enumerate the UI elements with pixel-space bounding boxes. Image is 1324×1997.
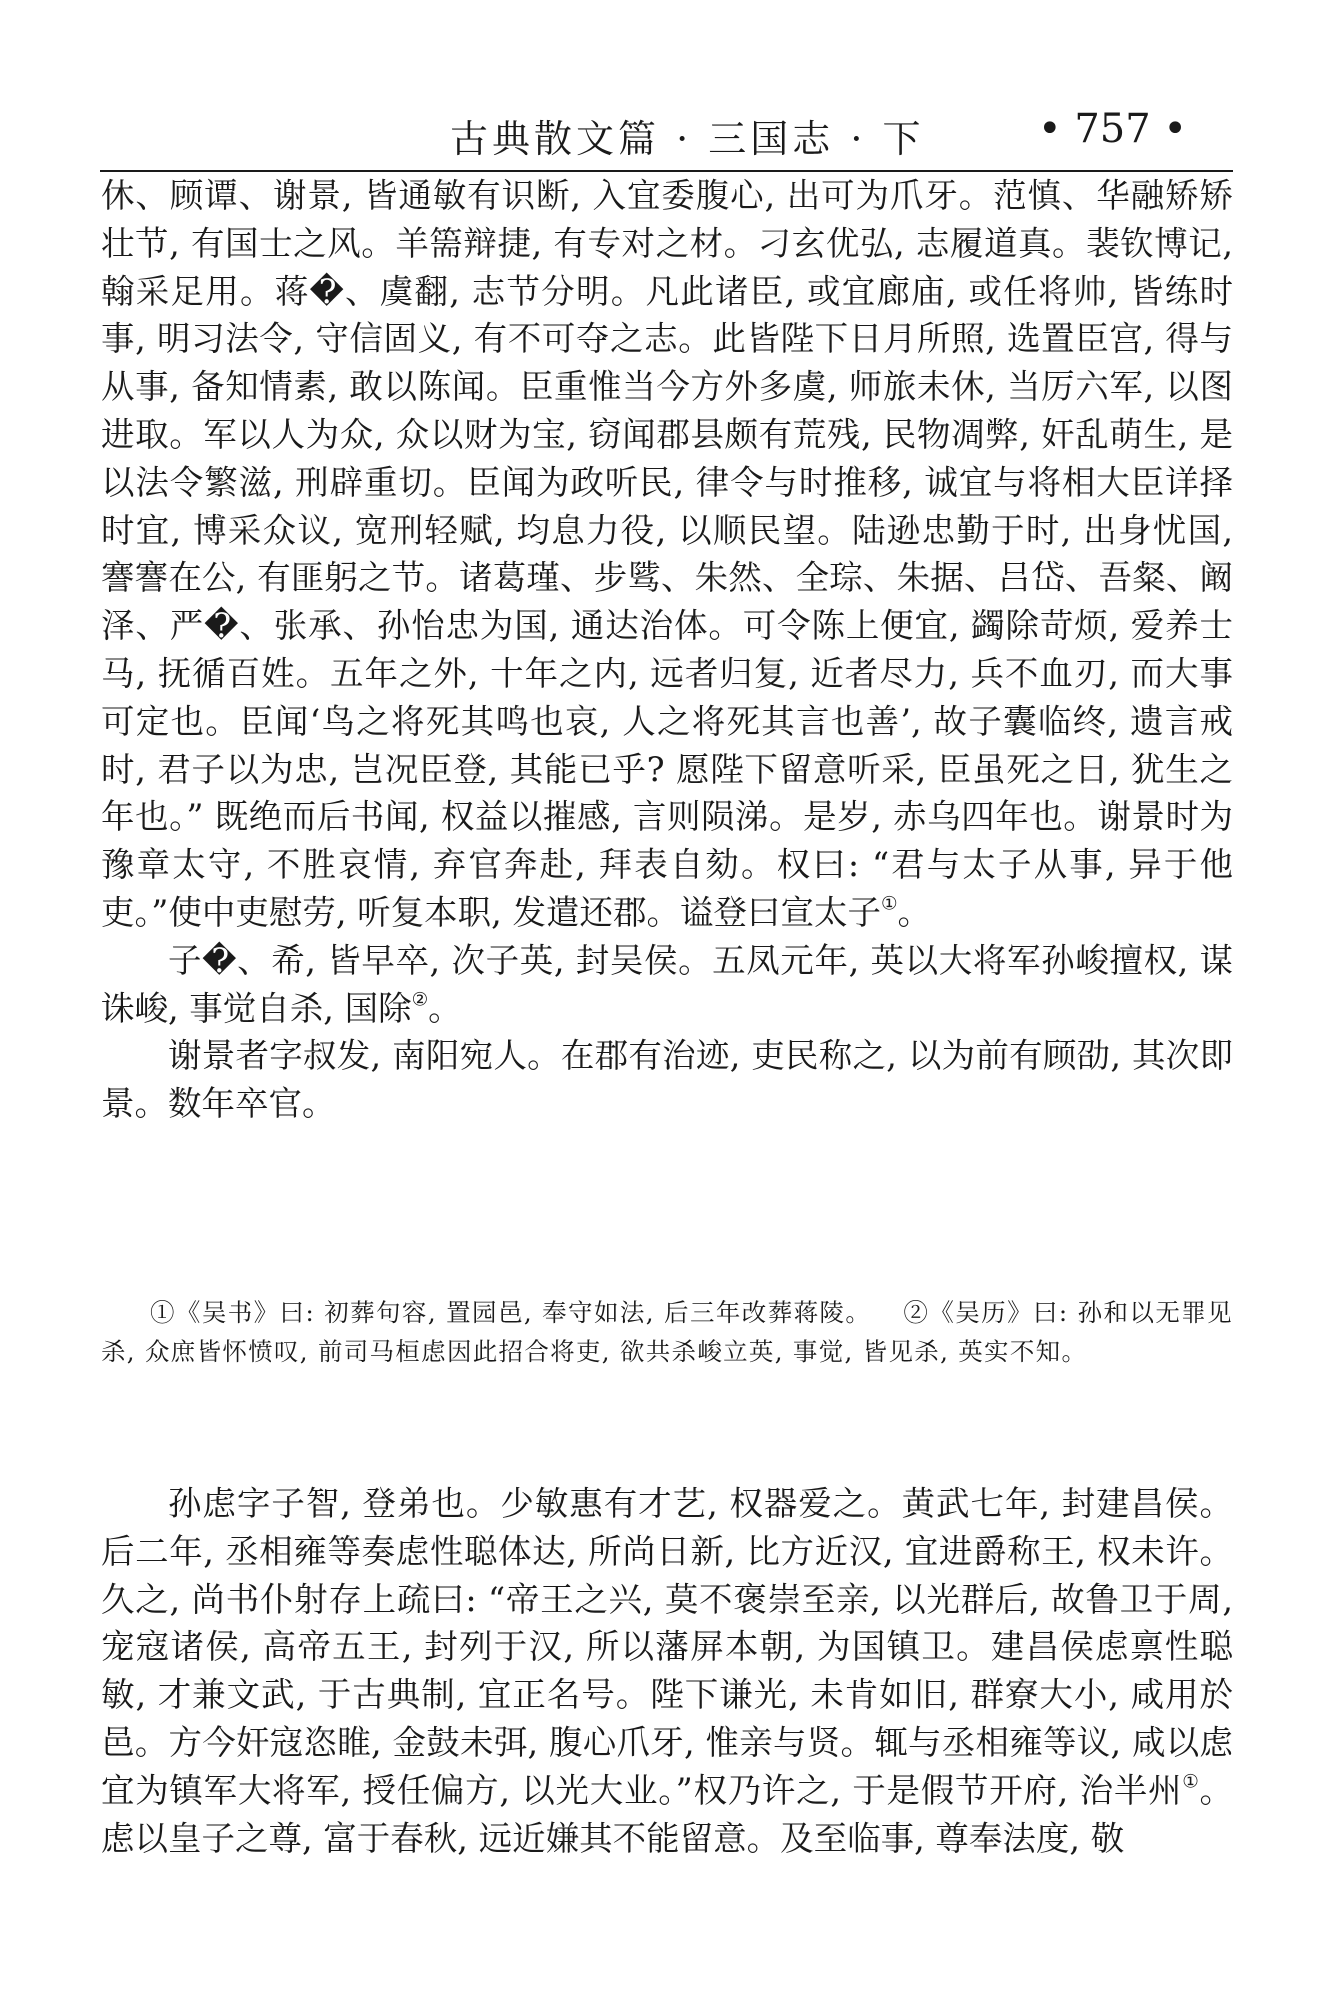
footnote-1: ①《吴书》曰: 初葬句容, 置园邑, 奉守如法, 后三年改葬蒋陵。 <box>150 1298 872 1327</box>
page-header <box>100 102 1233 172</box>
paragraph-text: 孙虑字子智, 登弟也。少敏惠有才艺, 权器爱之。黄武七年, 封建昌侯。后二年, 丞相雍等奏虑性聪体达, 所尚日新, 比方近汉, 宜进爵称王, 权未许。久之, 尚书仆射存上疏曰: “帝王之兴, 莫不褒崇至亲, 以光群后, 故鲁卫于周, 宠寇诸侯, 高帝五王, 封列于汉, 所以藩屏本朝, 为国镇卫。建昌侯虑禀性聪敏, 才兼文武, 于古典制, 宜正名号。陛下谦光, 未肯如旧, 群寮大小, 咸用於邑。方今奸寇恣睢, 金鼓未弭, 腹心爪牙, 惟亲与贤。辄与丞相雍等议, 咸以虑宜为镇军大将军, 授任偏方, 以光大业。”权乃许之, 于是假节开府, 治半州 <box>101 1484 1233 1810</box>
paragraph <box>101 1480 1233 1862</box>
footnote-marker: ① <box>1182 1771 1200 1793</box>
footnote-2: ②《吴历》曰: 孙和以无罪见杀, 众庶皆怀愤叹, 前司马桓虑因此招合将吏, 欲共杀峻立英, 事觉, 皆见杀, 英实不知。 <box>101 1298 1233 1366</box>
page-number: • 757 • <box>1038 106 1187 152</box>
paragraph-text: 休、顾谭、谢景, 皆通敏有识断, 入宜委腹心, 出可为爪牙。范慎、华融矫矫壮节, 有国士之风。羊篅辩捷, 有专对之材。刁玄优弘, 志履道真。裴钦博记, 翰采足用。蒋�、虞翻, 志节分明。凡此诸臣, 或宜廊庙, 或任将帅, 皆练时事, 明习法令, 守信固义, 有不可夺之志。此皆陛下日月所照, 选置臣宫, 得与从事, 备知情素, 敢以陈闻。臣重惟当今方外多虞, 师旅未休, 当厉六军, 以图进取。军以人为众, 众以财为宝, 窃闻郡县颇有荒残, 民物凋弊, 奸乱萌生, 是以法令繁滋, 刑辟重切。臣闻为政听民, 律令与时推移, 诚宜与将相大臣详择时宜, 博采众议, 宽刑轻赋, 均息力役, 以顺民望。陆逊忠勤于时, 出身忧国, 謇謇在公, 有匪躬之节。诸葛瑾、步骘、朱然、全琮、朱据、吕岱、吾粲、阚泽、严�、张承、孙怡忠为国, 通达治体。可令陈上便宜, 蠲除苛烦, 爱养士马, 抚循百姓。五年之外, 十年之内, 远者归复, 近者尽力, 兵不血刃, 而大事可定也。臣闻‘鸟之将死其鸣也哀, 人之将死其言也善’, 故子囊临终, 遗言戒时, 君子以为忠, 岂况臣登, 其能已乎? 愿陛下留意听采, 臣虽死之日, 犹生之年也。” 既绝而后书闻, 权益以摧感, 言则陨涕。是岁, 赤乌四年也。谢景时为豫章太守, 不胜哀情, 弃官奔赴, 拜表自劾。权曰: “君与太子从事, 异于他吏。”使中吏慰劳, 听复本职, 发遣还郡。谥登曰宣太子 <box>101 176 1234 932</box>
footnote-marker: ② <box>411 988 429 1010</box>
footnote-block <box>101 1293 1233 1371</box>
running-title: 古典散文篇 · 三国志 · 下 <box>450 117 925 161</box>
section-2-text <box>101 1480 1233 1862</box>
paragraph-text: 。虑以皇子之尊, 富于春秋, 远近嫌其不能留意。及至临事, 尊奉法度, 敬 <box>101 1770 1233 1858</box>
paragraph-text: 谢景者字叔发, 南阳宛人。在郡有治迹, 吏民称之, 以为前有顾劭, 其次即景。数年卒官。 <box>101 1036 1233 1124</box>
footnote-marker: ① <box>880 893 898 915</box>
paragraph-text: 。 <box>897 892 931 932</box>
paragraph-text: 。 <box>428 988 462 1028</box>
footnotes <box>101 1293 1233 1371</box>
paragraph <box>101 172 1233 937</box>
paragraph <box>101 937 1233 1033</box>
paragraph <box>101 1032 1233 1128</box>
paragraph-text: 子�、希, 皆早卒, 次子英, 封吴侯。五凤元年, 英以大将军孙峻擅权, 谋诛峻, 事觉自杀, 国除 <box>101 940 1233 1028</box>
section-1-text <box>101 172 1233 1128</box>
